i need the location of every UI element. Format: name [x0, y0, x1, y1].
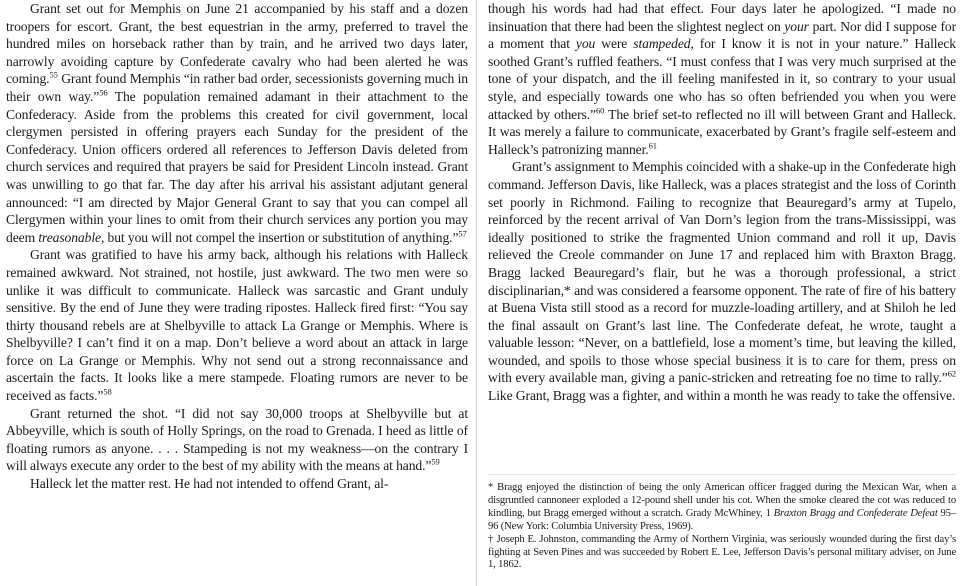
text-run: part. Nor did I suppose for a moment that [488, 18, 956, 52]
paragraph-confederate-shakeup [488, 158, 956, 404]
paragraph-grant-to-memphis [6, 0, 468, 246]
text-run: Halleck let the matter rest. He had not intended to offend Grant, al- [30, 476, 389, 492]
text-run: 95–96 (New York: Columbia University Press, 1969). [488, 507, 956, 532]
endnote-ref: 60 [595, 105, 605, 116]
footnotes [488, 482, 956, 572]
text-run: Grant was gratified to have his army back, although his relations with Halleck remained awkward. Not strained, not hostile, just awkward. The two men were so unlike it was difficult to communicate. Halleck was sarcastic and Grant unduly sensitive. By the end of June they were trading ripostes. Halleck fired first: “You say thirty thousand rebels are at Shelbyville to attack La Grange or Memphis. Where is Shelbyville? I can’t find it on a map. Don’t believe a word about an attack in large force on La Grange or Memphis. Why not send out a strong reconnaissance and ascertain the facts. It looks like a mere stampede. Floating rumors are never to be received as facts.” [6, 247, 468, 404]
text-run: , but you will not compel the insertion or substitution of anything.” [100, 229, 459, 245]
endnote-ref: 61 [648, 140, 657, 151]
footnote-bragg [488, 482, 956, 534]
text-run: , for I know it is not in your nature.” Halleck soothed Grant’s ruffled feathers. “I must confess that I was very much surprised at the tone of your dispatch, and the ill feeling manifested in it, so contrary to your usual style, and especially towards one who has so often befriended you when you were attacked by others.” [488, 36, 956, 122]
text-run: † Joseph E. Johnston, commanding the Army of Northern Virginia, was seriously wounded during the first day’s fighting at Seven Pines and was succeeded by Robert E. Lee, Jefferson Davis’s personal military adviser, on June 1, 1862. [488, 533, 956, 571]
italic-text: stampeded [633, 36, 691, 52]
endnote-ref: 57 [458, 228, 467, 239]
italic-text: you [575, 36, 596, 52]
column-gutter-shadow [476, 0, 477, 586]
paragraph-grant-returned-shot [6, 405, 468, 475]
paragraph-halleck-let-rest [6, 475, 468, 493]
text-run: Like Grant, Bragg was a fighter, and within a month he was ready to take the offensive. [488, 388, 956, 404]
text-run: though his words had had that effect. Four days later he apologized. “I made no insinuation that there had been the slightest neglect on [488, 1, 956, 34]
italic-text: Braxton Bragg and Confederate Defeat [773, 507, 938, 519]
right-text-column [488, 0, 956, 405]
endnote-ref: 62 [947, 368, 956, 379]
endnote-ref: 55 [49, 69, 58, 80]
text-run: Grant found Memphis “in rather bad order, secessionists governing much in their own way.” [6, 71, 468, 104]
text-run: The brief set-to reflected no ill will between Grant and Halleck. It was merely a failure to communicate, exacerbated by Grant’s fragile self-esteem and Halleck’s patronizing manner. [488, 106, 956, 157]
text-run: Grant’s assignment to Memphis coincided with a shake-up in the Confederate high command. Jefferson Davis, like Halleck, was a places strategist and the loss of Corinth set poorly in Richmond. Failing to recognize that Beauregard’s army at Tupelo, reinforced by the recent arrival of Van Dorn’s legion from the trans-Mississippi, was ideally positioned to strike the fragmented Union command and roll it up, Davis relieved the Creole commander on June 17 and replaced him with Braxton Bragg. Bragg lacked Beauregard’s flair, but he was a thorough professional, a strict disciplinarian,* and was considered a fearsome opponent. The rate of fire of his battery at Buena Vista still stood as a record for muzzle-loading artillery, and at Shiloh he led the final assault on Grant’s last line. The Confederate defeat, he wrote, taught a valuable lesson: “Never, on a battlefield, lose a moment’s time, but leaving the killed, wounded, and spoils to those whose special business it is to care for them, press on with every available man, giving a panic-stricken and retreating foe no time to rally.” [488, 159, 956, 386]
endnote-ref: 59 [431, 456, 440, 467]
endnote-ref: 56 [99, 87, 108, 98]
left-text-column [6, 0, 468, 493]
italic-text: your [784, 18, 809, 34]
text-run: The population remained adamant in their attachment to the Confederacy. Aside from the problems this created for civil government, local clergymen persisted in offering prayers each Sunday for the president of the Confederacy. Union officers ordered all references to Jefferson Davis deleted from church services and required that prayers be said for President Lincoln instead. Grant was unwilling to go that far. The day after his arrival his assistant adjutant general announced: “I am directed by Major General Grant to say that you can compel all Clergymen within your lines to omit from their church services any portion you may deem [6, 88, 468, 245]
text-run: * Bragg enjoyed the distinction of being the only American officer fragged during the Mexican War, when a disgruntled cannoneer exploded a 12-pound shell under his cot. When the smoke cleared the cot was reduced to kindling, but Bragg emerged without a scratch. Grady McWhiney, 1 [488, 482, 956, 519]
footnote-johnston [488, 534, 956, 573]
italic-text: treasonable [38, 229, 101, 245]
text-run: Grant returned the shot. “I did not say 30,000 troops at Shelbyville but at Abbeyville, which is south of Holly Springs, on the road to Grenada. I heed as little of floating rumors as anyone. . . . Stampeding is not my weakness—on the contrary I will always execute any order to the best of my ability with the means at hand.” [6, 405, 468, 474]
endnote-ref: 58 [103, 386, 112, 397]
paragraph-halleck-apology [488, 0, 956, 158]
text-run: Grant set out for Memphis on June 21 accompanied by his staff and a dozen troopers for escort. Grant, the best equestrian in the army, preferred to travel the hundred miles on horseback rather than by train, and he arrived two days later, narrowly avoiding capture by Confederate cavalry who had been alerted he was coming. [6, 1, 468, 87]
text-run: were [595, 36, 634, 52]
paragraph-halleck-relations [6, 246, 468, 404]
footnote-separator [488, 474, 956, 475]
